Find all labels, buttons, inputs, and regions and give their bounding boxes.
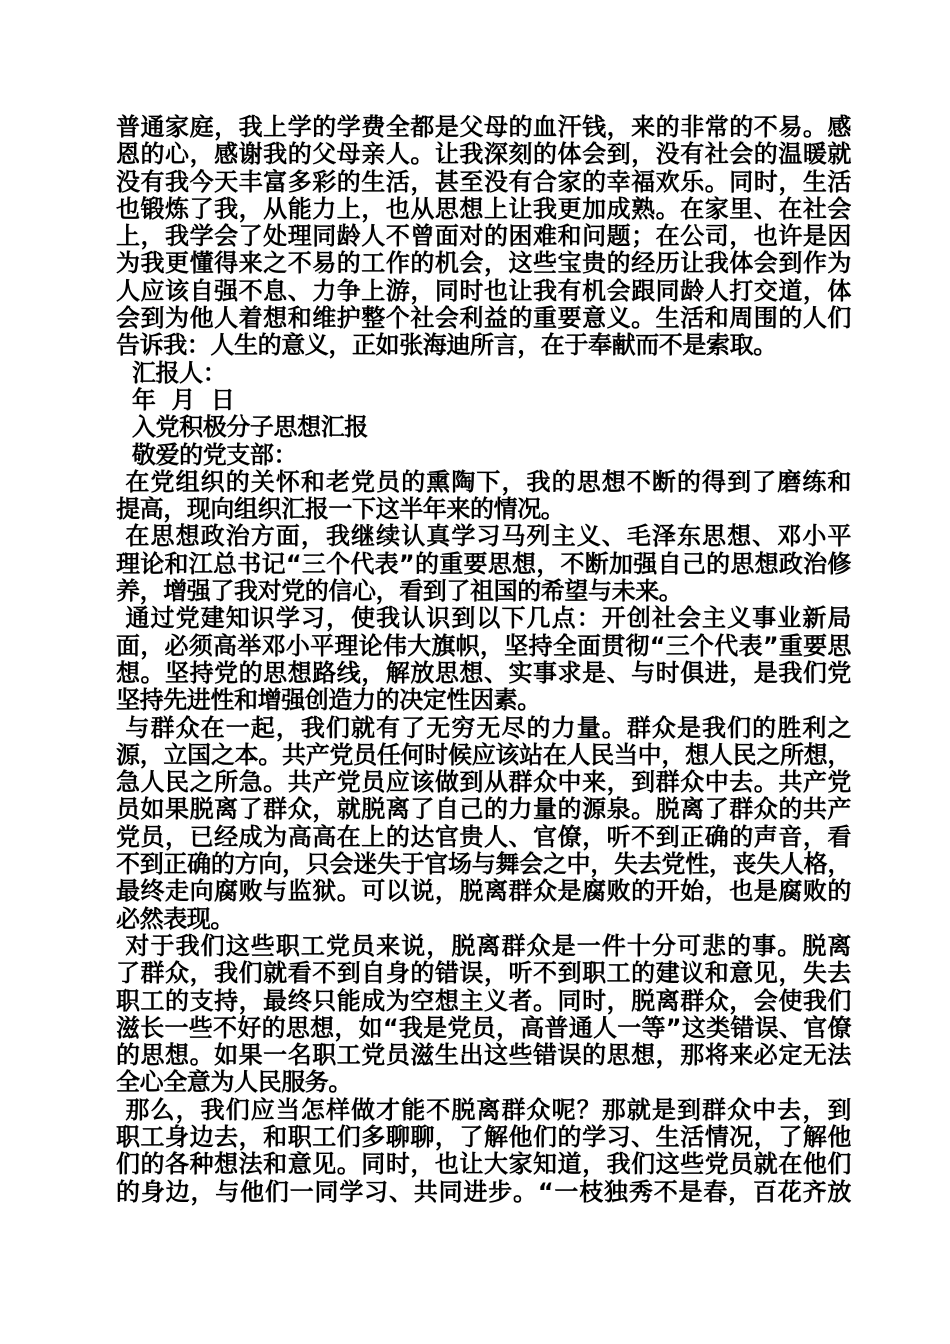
text-line: 入党积极分子思想汇报 [116,413,368,442]
text-line: 也锻炼了我，从能力上，也从思想上让我更加成熟。在家里、在社会 [116,194,851,223]
text-line: 不到正确的方向，只会迷失于官场与舞会之中，失去党性，丧失人格， [116,850,851,879]
text-line: 与群众在一起，我们就有了无穷无尽的力量。群众是我们的胜利之 [116,713,851,742]
text-line: 滋长一些不好的思想，如“我是党员，高普通人一等”这类错误、官僚 [116,1013,851,1042]
text-line: 那么，我们应当怎样做才能不脱离群众呢？那就是到群众中去，到 [116,1095,851,1124]
text-line: 汇报人： [116,358,227,387]
text-line: 员如果脱离了群众，就脱离了自己的力量的源泉。脱离了群众的共产 [116,795,851,824]
text-line: 年 月 日 [116,385,235,414]
text-line: 为我更懂得来之不易的工作的机会，这些宝贵的经历让我体会到作为 [116,249,851,278]
text-line: 们的各种想法和意见。同时，也让大家知道，我们这些党员就在他们 [116,1150,851,1179]
text-line: 职工的支持，最终只能成为空想主义者。同时，脱离群众，会使我们 [116,986,851,1015]
text-line: 告诉我：人生的意义，正如张海迪所言，在于奉献而不是索取。 [116,331,777,360]
text-line: 必然表现。 [116,904,234,933]
text-line: 敬爱的党支部： [116,440,298,469]
text-line: 理论和江总书记“三个代表”的重要思想，不断加强自己的思想政治修 [116,549,851,578]
text-line: 普通家庭，我上学的学费全都是父母的血汗钱，来的非常的不易。感 [116,113,851,141]
text-line: 全心全意为人民服务。 [116,1068,352,1097]
text-line: 人应该自强不息、力争上游，同时也让我有机会跟同龄人打交道，体 [116,276,851,305]
text-line: 面，必须高举邓小平理论伟大旗帜，坚持全面贯彻“三个代表”重要思 [116,631,851,660]
text-line: 了群众，我们就看不到自身的错误，听不到职工的建议和意见，失去 [116,959,851,988]
text-line: 急人民之所急。共产党员应该做到从群众中来，到群众中去。共产党 [116,768,851,797]
text-line: 恩的心，感谢我的父母亲人。让我深刻的体会到，没有社会的温暖就 [116,140,851,169]
text-line: 养，增强了我对党的信心，看到了祖国的希望与未来。 [116,577,683,606]
text-line: 上，我学会了处理同龄人不曾面对的困难和问题；在公司，也许是因 [116,222,851,251]
text-line: 党员，已经成为高高在上的达官贵人、官僚，听不到正确的声音，看 [116,822,851,851]
text-line: 提高，现向组织汇报一下这半年来的情况。 [116,495,565,524]
text-line: 的身边，与他们一同学习、共同进步。“一枝独秀不是春，百花齐放 [116,1177,851,1206]
text-line: 职工身边去，和职工们多聊聊，了解他们的学习、生活情况，了解他 [116,1122,851,1151]
text-line: 通过党建知识学习，使我认识到以下几点：开创社会主义事业新局 [116,604,851,633]
text-line: 想。坚持党的思想路线，解放思想、实事求是、与时俱进，是我们党 [116,658,851,687]
text-line: 源，立国之本。共产党员任何时候应该站在人民当中，想人民之所想， [116,740,851,769]
text-line: 会到为他人着想和维护整个社会利益的重要意义。生活和周围的人们 [116,304,851,333]
text-line: 最终走向腐败与监狱。可以说，脱离群众是腐败的开始，也是腐败的 [116,877,851,906]
document-body [116,114,851,1206]
text-line: 的思想。如果一名职工党员滋生出这些错误的思想，那将来必定无法 [116,1041,851,1070]
text-line: 对于我们这些职工党员来说，脱离群众是一件十分可悲的事。脱离 [116,931,851,960]
text-line: 坚持先进性和增强创造力的决定性因素。 [116,686,541,715]
text-line: 没有我今天丰富多彩的生活，甚至没有合家的幸福欢乐。同时，生活 [116,167,851,196]
text-line: 在党组织的关怀和老党员的熏陶下，我的思想不断的得到了磨练和 [116,467,851,496]
text-line: 在思想政治方面，我继续认真学习马列主义、毛泽东思想、邓小平 [116,522,851,551]
